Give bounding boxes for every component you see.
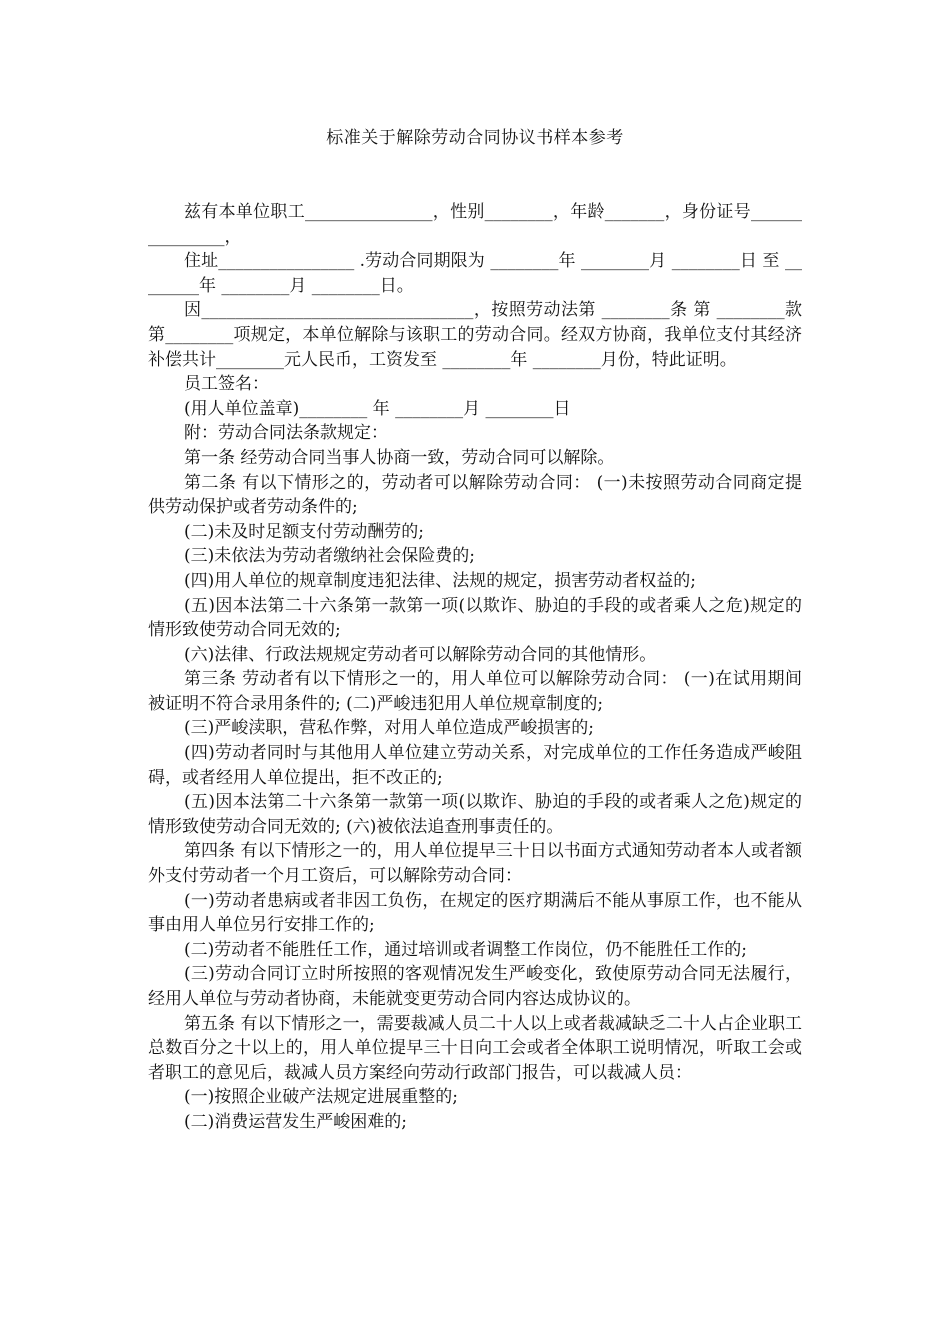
paragraph: 第二条 有以下情形之的，劳动者可以解除劳动合同： (一)未按照劳动合同商定提供劳动保护或者劳动条件的; (148, 472, 802, 518)
paragraph: 第三条 劳动者有以下情形之一的，用人单位可以解除劳动合同： (一)在试用期间被证明不符合录用条件的; (二)严峻违犯用人单位规章制度的; (148, 669, 802, 714)
paragraph: 住址________________ .劳动合同期限为 ________年 ________月 ________日 至 ________年 ________月 ________日。 (148, 251, 802, 296)
paragraph: (二)消费运营发生严峻困难的; (184, 1111, 407, 1132)
paragraph: (四)用人单位的规章制度违犯法律、法规的规定，损害劳动者权益的; (184, 570, 696, 591)
paragraph: 第五条 有以下情形之一，需要裁减人员二十人以上或者裁减缺乏二十人占企业职工总数百分之十以上的，用人单位提早三十日向工会或者全体职工说明情况，听取工会或者职工的意见后，裁减人员方案经向劳动行政部门报告，可以裁减人员： (148, 1013, 802, 1083)
document-body (148, 200, 802, 1135)
paragraph: (三)未依法为劳动者缴纳社会保险费的; (184, 546, 475, 567)
page-title: 标准关于解除劳动合同协议书样本参考 (326, 128, 624, 148)
paragraph: 附：劳动合同法条款规定： (184, 423, 388, 444)
paragraph: (三)严峻渎职，营私作弊，对用人单位造成严峻损害的; (184, 718, 594, 739)
paragraph: 因________________________________，按照劳动法第 ________条 第 ________款 第________项规定，本单位解除与该职工的劳动合同。经双方协商，我单位支付其经济补偿共计________元人民币，工资发至 ________年 ________月份，特此证明。 (148, 300, 802, 370)
paragraph: (二)未及时足额支付劳动酬劳的; (184, 521, 424, 542)
paragraph: 第一条 经劳动合同当事人协商一致，劳动合同可以解除。 (184, 447, 615, 468)
paragraph: (五)因本法第二十六条第一款第一项(以欺诈、胁迫的手段的或者乘人之危)规定的情形致使劳动合同无效的; (六)被依法追查刑事责任的。 (148, 792, 802, 837)
paragraph: 员工签名： (184, 374, 269, 395)
paragraph: 第四条 有以下情形之一的，用人单位提早三十日以书面方式通知劳动者本人或者额外支付劳动者一个月工资后，可以解除劳动合同： (148, 841, 802, 887)
paragraph: (二)劳动者不能胜任工作，通过培训或者调整工作岗位，仍不能胜任工作的; (184, 939, 747, 960)
paragraph: 兹有本单位职工_______________，性别________，年龄_______，身份证号_______________， (148, 202, 802, 247)
paragraph: (三)劳动合同订立时所按照的客观情况发生严峻变化，致使原劳动合同无法履行，经用人单位与劳动者协商，未能就变更劳动合同内容达成协议的。 (148, 964, 802, 1009)
paragraph: (六)法律、行政法规规定劳动者可以解除劳动合同的其他情形。 (184, 644, 657, 665)
paragraph: (一)按照企业破产法规定进展重整的; (184, 1087, 458, 1108)
paragraph: (五)因本法第二十六条第一款第一项(以欺诈、胁迫的手段的或者乘人之危)规定的情形致使劳动合同无效的; (148, 595, 802, 641)
paragraph: (四)劳动者同时与其他用人单位建立劳动关系，对完成单位的工作任务造成严峻阻碍，或者经用人单位提出，拒不改正的; (148, 743, 802, 788)
paragraph: (用人单位盖章)________ 年 ________月 ________日 (184, 398, 571, 419)
paragraph: (一)劳动者患病或者非因工负伤，在规定的医疗期满后不能从事原工作，也不能从事由用人单位另行安排工作的; (148, 890, 802, 936)
